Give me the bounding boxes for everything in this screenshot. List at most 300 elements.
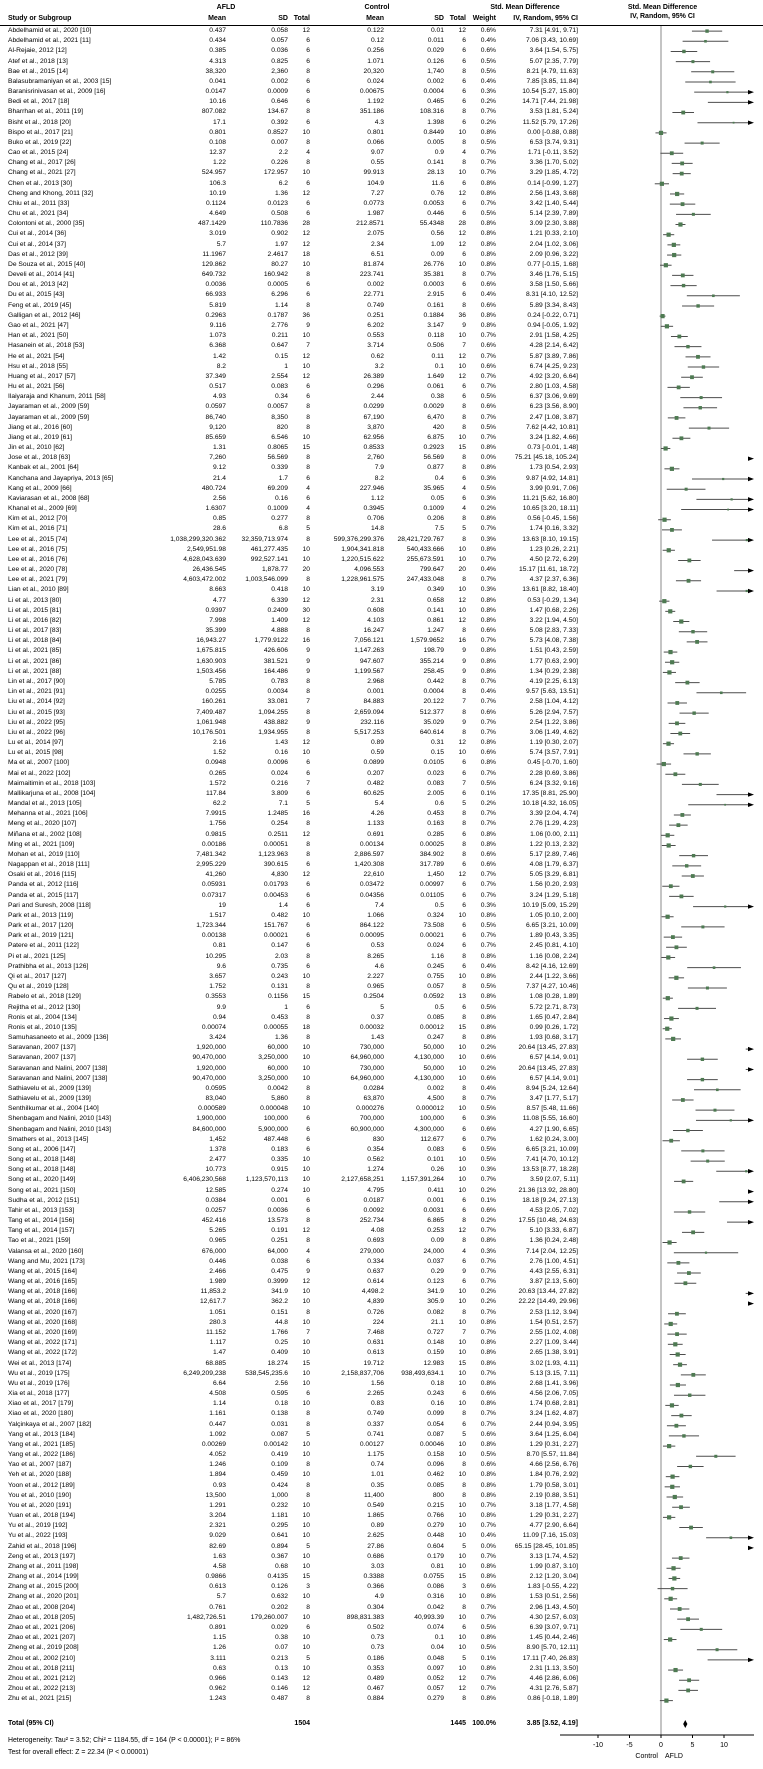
- afld-sd: 0.00021: [263, 932, 288, 940]
- control-n: 9: [462, 718, 466, 726]
- effect-marker: [687, 579, 691, 583]
- afld-n: 8: [306, 952, 310, 960]
- ci-text: 4.46 [2.86, 6.06]: [529, 1674, 578, 1682]
- ci-text: 5.26 [2.94, 7.57]: [529, 708, 578, 716]
- study-row: [0, 931, 578, 941]
- afld-sd: 172.957: [263, 169, 288, 177]
- effect-marker: [659, 131, 663, 135]
- ci-text: 20.64 [13.45, 27.83]: [518, 1044, 578, 1052]
- arrow-right-icon: [748, 904, 754, 908]
- afld-mean: 0.0036: [205, 281, 226, 289]
- afld-n: 7: [306, 342, 310, 350]
- afld-mean: 0.94: [212, 1013, 226, 1021]
- study-row: [0, 1694, 578, 1704]
- control-sd: 1,450: [427, 871, 444, 879]
- study-name: Jin et al., 2010 [62]: [8, 444, 65, 452]
- ci-text: 2.12 [1.20, 3.04]: [529, 1573, 578, 1581]
- effect-marker: [674, 1424, 678, 1428]
- control-mean: 0.12: [370, 37, 384, 45]
- control-n: 6: [462, 37, 466, 45]
- control-mean: 63,870: [363, 1095, 384, 1103]
- study-row: [0, 402, 578, 412]
- afld-mean: 1.378: [209, 1145, 226, 1153]
- ci-text: 2.54 [1.22, 3.86]: [529, 718, 578, 726]
- control-sd: 0.023: [427, 769, 444, 777]
- study-row: [0, 779, 578, 789]
- control-mean: 2.265: [367, 1390, 384, 1398]
- afld-n: 8: [306, 454, 310, 462]
- study-name: Galligan et al., 2012 [46]: [8, 311, 81, 319]
- weight: 0.8%: [480, 1013, 496, 1021]
- afld-mean: 0.07317: [201, 891, 226, 899]
- weight: 0.7%: [480, 332, 496, 340]
- weight: 0.7%: [480, 881, 496, 889]
- weight: 0.7%: [480, 1410, 496, 1418]
- control-sd: 0.00021: [419, 932, 444, 940]
- afld-mean: 84,600,000: [192, 1125, 226, 1133]
- afld-n: 6: [306, 77, 310, 85]
- afld-mean: 160.261: [201, 698, 226, 706]
- afld-n: 10: [302, 1664, 310, 1672]
- weight: 0.7%: [480, 678, 496, 685]
- control-mean: 14.8: [370, 525, 384, 533]
- study-row: [0, 1155, 578, 1165]
- control-mean: 0.0187: [363, 1196, 384, 1204]
- control-sd: 1,157,391,264: [401, 1176, 444, 1184]
- study-name: Meng et al., 2020 [107]: [8, 820, 77, 828]
- weight: 0.7%: [480, 1095, 496, 1103]
- study-name: Yalçinkaya et al., 2007 [182]: [8, 1420, 92, 1428]
- afld-sd: 164.486: [263, 667, 288, 675]
- study-row: [0, 1582, 578, 1592]
- study-row: [0, 1674, 578, 1684]
- afld-sd: 0.087: [271, 1430, 288, 1438]
- arrow-right-icon: [748, 90, 754, 94]
- study-row: [0, 1074, 578, 1084]
- effect-marker: [675, 1332, 679, 1336]
- control-n: 10: [458, 1166, 466, 1174]
- effect-marker: [716, 1089, 719, 1092]
- study-name: Rabelo et al., 2018 [129]: [8, 993, 81, 1001]
- ci-text: 5.72 [2.71, 8.73]: [529, 1003, 578, 1011]
- afld-n: 6: [306, 383, 310, 391]
- control-n: 10: [458, 1105, 466, 1113]
- weight: 0.7%: [480, 1603, 496, 1611]
- control-mean: 1,147.263: [354, 647, 384, 655]
- weight: 0.2%: [480, 1064, 496, 1072]
- control-mean: 0.608: [367, 606, 384, 614]
- control-sd: 0.083: [427, 779, 444, 787]
- control-sd: 0.506: [427, 342, 444, 350]
- control-n: 9: [462, 321, 466, 329]
- afld-sd: 80.27: [271, 260, 288, 268]
- control-n: 10: [458, 1369, 466, 1377]
- control-mean: 1.274: [367, 1166, 384, 1174]
- afld-sd: 3,250,000: [258, 1054, 288, 1062]
- study-row: [0, 941, 578, 951]
- afld-mean: 280.3: [209, 1318, 226, 1326]
- study-name: Liu et al., 2015 [93]: [8, 708, 65, 716]
- afld-mean: 676,000: [201, 1247, 226, 1255]
- control-n: 10: [458, 362, 466, 370]
- weight: 0.5%: [480, 67, 496, 75]
- effect-marker: [681, 1098, 685, 1102]
- study-name: Lin et al., 2017 [90]: [8, 678, 65, 685]
- afld-n: 8: [306, 1013, 310, 1021]
- afld-mean: 0.437: [209, 27, 226, 34]
- control-n: 6: [462, 1390, 466, 1398]
- afld-mean: 0.9397: [205, 606, 226, 614]
- control-mean: 16.247: [363, 627, 384, 635]
- afld-n: 6: [306, 1135, 310, 1143]
- control-n: 8: [462, 423, 466, 431]
- control-n: 5: [462, 1654, 466, 1662]
- control-n: 6: [462, 901, 466, 909]
- study-row: [0, 901, 578, 911]
- control-mean: 60.625: [363, 789, 384, 797]
- afld-mean: 3.657: [209, 972, 226, 980]
- control-mean: 64,960,000: [350, 1074, 384, 1082]
- afld-sd: 4.888: [271, 627, 288, 635]
- afld-mean: 117.84: [206, 789, 226, 797]
- weight: 0.8%: [480, 840, 496, 848]
- afld-mean: 129.862: [201, 260, 226, 268]
- afld-sd: 0.424: [271, 1481, 288, 1489]
- ci-text: 1.74 [0.16, 3.32]: [529, 525, 578, 533]
- study-name: Zhou et al., 2002 [210]: [8, 1654, 75, 1662]
- weight: 0.7%: [480, 433, 496, 441]
- afld-mean: 1.14: [212, 1400, 226, 1408]
- control-sd: 0.658: [427, 596, 444, 604]
- control-mean: 9.07: [370, 149, 384, 157]
- ci-text: 9.87 [4.92, 14.81]: [525, 474, 578, 482]
- study-name: Park et al., 2013 [119]: [8, 911, 73, 919]
- control-n: 8: [462, 1481, 466, 1489]
- ci-text: 1.47 [0.68, 2.26]: [529, 606, 578, 614]
- control-n: 8: [462, 1217, 466, 1225]
- study-name: Liu et al., 2022 [95]: [8, 718, 65, 726]
- afld-sd: 0.595: [271, 1390, 288, 1398]
- study-row: [0, 921, 578, 931]
- afld-n: 8: [306, 403, 310, 411]
- control-n: 10: [458, 1054, 466, 1062]
- weight: 0.4%: [480, 77, 496, 85]
- control-sd: 0.11: [431, 352, 444, 360]
- control-mean: 104.9: [367, 179, 384, 187]
- afld-n: 15: [302, 444, 310, 452]
- control-mean: 4,839: [367, 1298, 384, 1306]
- control-mean: 0.001: [367, 688, 384, 696]
- control-sd: 0.09: [430, 1237, 444, 1245]
- afld-mean: 1.894: [209, 1471, 226, 1479]
- study-name: Zhao et al., 2018 [205]: [8, 1613, 75, 1621]
- effect-marker: [686, 1129, 689, 1132]
- afld-n: 10: [302, 1593, 310, 1601]
- study-name: Wang et al., 2018 [166]: [8, 1298, 77, 1306]
- control-n: 7: [462, 698, 466, 706]
- control-n: 12: [458, 372, 466, 380]
- afld-n: 6: [306, 1206, 310, 1214]
- afld-n: 5: [306, 800, 310, 808]
- ci-text: 3.53 [1.81, 5.24]: [529, 108, 578, 116]
- afld-mean: 10,176.501: [192, 728, 226, 736]
- study-name: Song et al., 2018 [148]: [8, 1156, 76, 1164]
- control-sd: 100,000: [419, 1115, 444, 1123]
- afld-sd: 32,359,713.974: [241, 535, 288, 543]
- study-row: [0, 1206, 578, 1216]
- afld-sd: 0.13: [274, 1664, 288, 1672]
- afld-mean: 0.962: [209, 1685, 226, 1693]
- control-mean: 0.726: [367, 1308, 384, 1316]
- afld-mean: 4.508: [209, 1390, 226, 1398]
- effect-marker: [679, 1505, 683, 1509]
- ci-text: 7.62 [4.42, 10.81]: [525, 423, 578, 431]
- ci-text: 3.06 [1.49, 4.62]: [529, 728, 578, 736]
- afld-mean: 1,503.456: [196, 667, 226, 675]
- study-name: Samuhasaneeto et al., 2009 [136]: [8, 1034, 109, 1042]
- weight: 0.7%: [480, 1176, 496, 1184]
- effect-marker: [701, 1058, 704, 1061]
- effect-marker: [696, 1007, 699, 1010]
- study-row: [0, 1562, 578, 1572]
- control-n: 6: [462, 291, 466, 299]
- afld-n: 10: [302, 1064, 310, 1072]
- afld-n: 10: [302, 972, 310, 980]
- afld-n: 10: [302, 1105, 310, 1113]
- control-n: 10: [458, 1186, 466, 1194]
- weight: 0.8%: [480, 647, 496, 655]
- weight: 0.2%: [480, 1186, 496, 1194]
- afld-mean: 3.204: [209, 1512, 226, 1520]
- effect-marker: [676, 1352, 680, 1356]
- control-sd: 0.4: [434, 474, 444, 482]
- study-row: [0, 1664, 578, 1674]
- afld-mean: 5.819: [209, 301, 226, 309]
- weight: 0.8%: [480, 260, 496, 268]
- afld-mean: 0.63: [212, 1664, 226, 1672]
- afld-sd: 1.14: [274, 301, 288, 309]
- study-row: [0, 667, 578, 677]
- control-sd: 6,470: [427, 413, 444, 421]
- control-mean: 0.2504: [363, 993, 384, 1001]
- afld-mean: 0.966: [209, 1674, 226, 1682]
- study-row: [0, 1369, 578, 1379]
- afld-n: 4: [306, 484, 310, 492]
- control-sd: 0.411: [427, 1186, 444, 1194]
- control-n: 8: [462, 464, 466, 472]
- control-n: 4: [462, 1247, 466, 1255]
- effect-marker: [672, 243, 676, 247]
- ci-text: 5.08 [2.83, 7.33]: [529, 627, 578, 635]
- afld-sd: 0.641: [271, 1532, 288, 1540]
- afld-n: 10: [302, 1644, 310, 1652]
- control-n: 20: [458, 566, 466, 574]
- effect-marker: [695, 640, 699, 644]
- afld-mean: 6.64: [212, 1379, 226, 1387]
- weight: 0.6%: [480, 627, 496, 635]
- afld-n: 8: [306, 535, 310, 543]
- afld-n: 8: [306, 1308, 310, 1316]
- study-name: Shenbagam and Nalini, 2010 [143]: [8, 1115, 111, 1123]
- study-name: Park et al., 2019 [121]: [8, 932, 74, 940]
- control-mean: 1.066: [367, 911, 384, 919]
- control-mean: 1.175: [367, 1451, 384, 1459]
- effect-marker: [699, 783, 702, 786]
- afld-mean: 0.0257: [205, 1206, 226, 1214]
- afld-n: 10: [302, 1471, 310, 1479]
- weight: 0.0%: [480, 1542, 496, 1550]
- ci-text: 0.45 [-0.70, 1.60]: [527, 759, 578, 767]
- control-mean: 0.73: [370, 1644, 384, 1652]
- study-row: [0, 565, 578, 575]
- afld-n: 8: [306, 67, 310, 75]
- afld-sd: 1,123.963: [258, 850, 288, 858]
- study-name: Saravanan and Nalini, 2007 [138]: [8, 1064, 108, 1072]
- control-n: 6: [462, 393, 466, 401]
- weight: 0.3%: [480, 494, 496, 502]
- afld-sd: 0.036: [271, 47, 288, 55]
- col-afld-sd: SD: [278, 15, 288, 22]
- afld-sd: 2,360: [271, 67, 288, 75]
- ci-text: 4.37 [2.37, 6.36]: [529, 576, 578, 584]
- ci-text: 4.92 [3.20, 6.64]: [529, 372, 578, 380]
- study-name: Jiang et al., 2019 [61]: [8, 433, 72, 441]
- study-name: Lee et al., 2016 [75]: [8, 545, 68, 553]
- afld-mean: 0.761: [209, 1603, 226, 1611]
- study-name: Yoon et al., 2012 [189]: [8, 1481, 75, 1489]
- control-n: 15: [458, 1359, 466, 1367]
- study-name: Balasubramaniyan et al., 2003 [15]: [8, 77, 112, 85]
- control-sd: 7.5: [434, 525, 444, 533]
- study-name: Lu et al., 2015 [98]: [8, 749, 64, 757]
- afld-sd: 0.254: [271, 820, 288, 828]
- afld-n: 8: [306, 820, 310, 828]
- control-mean: 3.2: [374, 362, 384, 370]
- effect-marker: [701, 142, 704, 145]
- afld-sd: 0.68: [274, 1562, 288, 1570]
- weight: 0.3%: [480, 586, 496, 594]
- study-row: [0, 616, 578, 626]
- ci-text: 6.53 [3.74, 9.31]: [529, 138, 578, 146]
- effect-marker: [670, 151, 674, 155]
- afld-n: 6: [306, 37, 310, 45]
- afld-mean: 68.885: [205, 1359, 226, 1367]
- control-mean: 730,000: [359, 1044, 384, 1052]
- control-mean: 0.3945: [363, 505, 384, 513]
- control-mean: 1.071: [367, 57, 384, 65]
- afld-mean: 17.1: [212, 118, 226, 126]
- study-row: [0, 982, 578, 992]
- effect-marker: [664, 1699, 668, 1703]
- control-mean: 4.795: [367, 1186, 384, 1194]
- afld-n: 10: [302, 1044, 310, 1052]
- total-label: Total (95% CI): [8, 1720, 54, 1727]
- ci-text: 3.59 [2.07, 5.11]: [530, 1176, 578, 1184]
- afld-mean: 0.9866: [205, 1573, 226, 1581]
- ci-text: 3.18 [1.77, 4.58]: [529, 1501, 578, 1509]
- control-sd: 0.09: [430, 250, 444, 258]
- afld-n: 6: [306, 88, 310, 96]
- weight: 0.8%: [480, 545, 496, 553]
- afld-sd: 0.007: [271, 138, 288, 146]
- afld-sd: 151.767: [263, 922, 288, 930]
- afld-n: 12: [302, 1278, 310, 1286]
- study-name: Wang and Mu, 2021 [173]: [8, 1257, 85, 1265]
- control-sd: 108.316: [419, 108, 444, 116]
- control-mean: 0.749: [367, 301, 384, 309]
- afld-n: 6: [306, 393, 310, 401]
- afld-sd: 8,350: [271, 413, 288, 421]
- control-sd: 73.508: [423, 922, 444, 930]
- afld-sd: 0.251: [271, 1237, 288, 1245]
- afld-mean: 0.0595: [205, 1084, 226, 1092]
- study-row: [0, 555, 578, 565]
- effect-marker: [733, 122, 735, 124]
- effect-marker: [671, 935, 675, 939]
- afld-n: 8: [306, 1695, 310, 1703]
- control-sd: 0.101: [427, 1156, 444, 1164]
- afld-mean: 1.52: [212, 749, 226, 757]
- study-name: Du et al., 2015 [43]: [8, 291, 65, 299]
- control-mean: 1.865: [367, 1512, 384, 1520]
- afld-n: 9: [306, 647, 310, 655]
- weight: 0.5%: [480, 484, 496, 492]
- control-mean: 3.03: [370, 1562, 384, 1570]
- afld-sd: 2.2: [278, 149, 288, 157]
- study-name: Nagappan et al., 2018 [111]: [8, 861, 90, 869]
- afld-mean: 66.933: [205, 291, 226, 299]
- afld-sd: 0.339: [271, 464, 288, 472]
- weight: 0.6%: [480, 342, 496, 350]
- control-sd: 20.122: [423, 698, 444, 706]
- control-mean: 0.207: [367, 769, 384, 777]
- control-n: 6: [462, 932, 466, 940]
- afld-mean: 21.4: [212, 474, 226, 482]
- ci-text: 3.22 [1.94, 4.50]: [529, 616, 578, 624]
- control-n: 10: [458, 1562, 466, 1570]
- afld-sd: 0.151: [271, 1308, 288, 1316]
- control-sd: 0.755: [427, 972, 444, 980]
- effect-marker: [709, 81, 712, 84]
- afld-sd: 0.0036: [267, 1206, 288, 1214]
- control-mean: 0.0092: [363, 1206, 384, 1214]
- afld-mean: 4.313: [209, 57, 226, 65]
- study-row: [0, 290, 578, 300]
- control-n: 10: [458, 749, 466, 757]
- study-row: [0, 636, 578, 646]
- effect-marker: [671, 1037, 675, 1041]
- ci-text: 2.76 [1.00, 4.51]: [529, 1257, 578, 1265]
- afld-sd: 1.766: [271, 1329, 288, 1336]
- control-n: 8: [462, 810, 466, 818]
- control-sd: 512.377: [419, 708, 444, 716]
- col-control-total: Total: [449, 15, 466, 22]
- control-sd: 800: [432, 1491, 444, 1499]
- control-sd: 0.316: [427, 1593, 444, 1601]
- afld-n: 10: [302, 1166, 310, 1174]
- study-row: [0, 596, 578, 606]
- weight: 0.6%: [480, 749, 496, 757]
- control-n: 8: [462, 138, 466, 146]
- afld-n: 6: [306, 57, 310, 65]
- weight: 0.7%: [480, 1278, 496, 1286]
- control-n: 10: [458, 586, 466, 594]
- control-n: 5: [462, 1542, 466, 1550]
- afld-sd: 0.367: [271, 1552, 288, 1560]
- effect-marker: [691, 874, 695, 878]
- weight: 0.7%: [480, 149, 496, 157]
- control-n: 10: [458, 1613, 466, 1621]
